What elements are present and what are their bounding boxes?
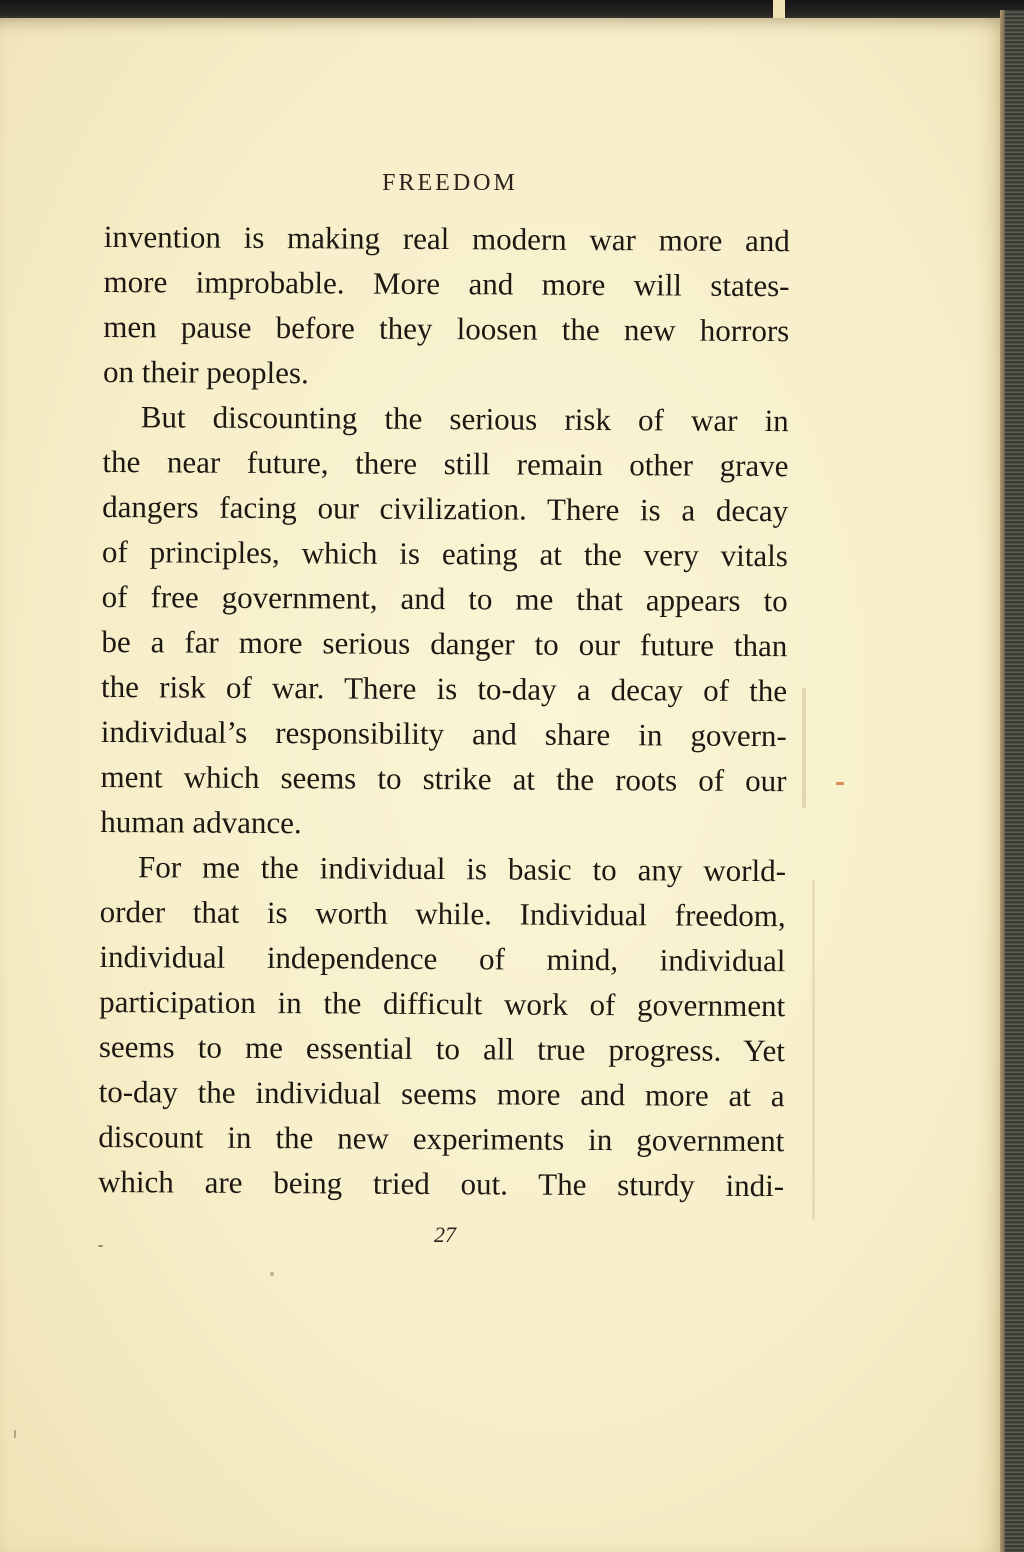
paper-blemish [812, 880, 815, 1220]
text-line: individual’s responsibility and share in govern- [100, 713, 787, 754]
text-line: human advance. [100, 803, 302, 841]
text-line: the risk of war. There is to-day a decay of the [101, 668, 788, 709]
text-line: invention is making real modern war more and [103, 218, 790, 259]
text-line: ment which seems to strike at the roots of our [100, 758, 787, 799]
text-line: seems to me essential to all true progress. Yet [98, 1028, 786, 1069]
paper-blemish [270, 1272, 274, 1276]
page-number: 27 [434, 1222, 456, 1247]
paper-blemish [98, 1245, 103, 1247]
running-head: FREEDOM [382, 170, 518, 196]
text-line: the near future, there still remain other grave [102, 443, 789, 484]
paper-blemish [802, 688, 806, 808]
text-line: dangers facing our civilization. There is a decay [102, 488, 789, 529]
text-line: participation in the difficult work of government [99, 983, 786, 1024]
text-line: of free government, and to me that appears to [101, 578, 788, 619]
page-top-notch [773, 0, 785, 20]
paper-blemish [836, 782, 844, 785]
text-line: individual independence of mind, individual [99, 938, 786, 979]
body-text [98, 214, 790, 1208]
page-fore-edge [1000, 10, 1005, 1552]
text-line: on their peoples. [102, 353, 309, 391]
text-line: For me the individual is basic to any world- [137, 849, 787, 889]
paper-blemish [14, 1430, 16, 1438]
text-line: But discounting the serious risk of war in [140, 399, 789, 439]
text-line: men pause before they loosen the new horrors [103, 308, 790, 349]
text-line: more improbable. More and more will states- [103, 263, 790, 304]
text-line: discount in the new experiments in government [98, 1118, 785, 1159]
text-line: to-day the individual seems more and more at a [98, 1073, 785, 1114]
text-line: which are being tried out. The sturdy indi- [97, 1163, 785, 1204]
text-line: be a far more serious danger to our future than [101, 623, 788, 664]
text-line: of principles, which is eating at the very vitals [101, 533, 789, 574]
text-line: order that is worth while. Individual freedom, [99, 893, 786, 934]
